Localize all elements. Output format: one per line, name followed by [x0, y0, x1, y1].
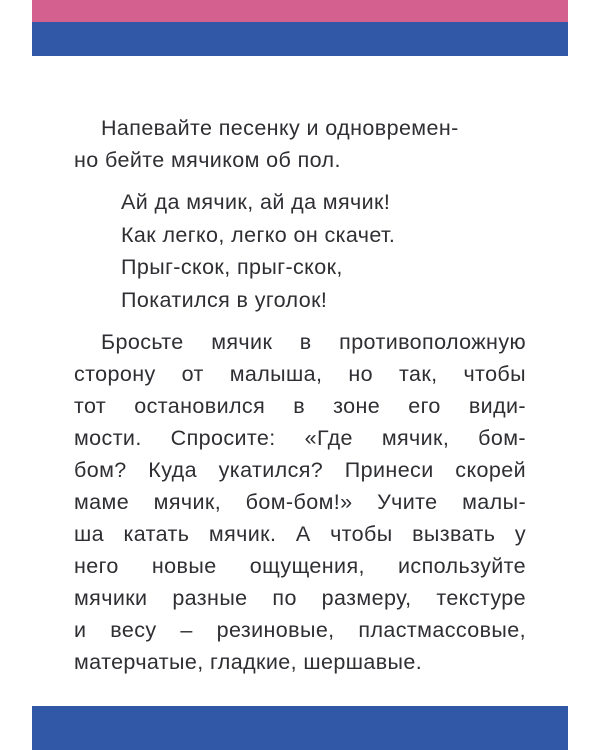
body-line: бом? Куда укатился? Принеси скорей: [74, 458, 526, 482]
poem: [74, 186, 526, 316]
body-line: маме мячик, бом-бом!» Учите малы-: [74, 490, 526, 514]
body-line: тот остановился в зоне его види-: [74, 394, 526, 418]
body-line: Бросьте мячик в противоположную: [101, 330, 526, 354]
body-line: мости. Спросите: «Где мячик, бом-: [74, 426, 526, 450]
body-line: него новые ощущения, используйте: [74, 554, 526, 578]
bottom-blue-band: [32, 706, 568, 750]
body-line: ша катать мячик. А чтобы вызвать у: [74, 522, 526, 546]
body-paragraph: [74, 326, 526, 678]
poem-line: Покатился в уголок!: [121, 287, 328, 312]
body-line: и весу – резиновые, пластмассовые,: [74, 618, 526, 642]
intro-line: Напевайте песенку и одновремен-: [101, 116, 459, 140]
body-line: матерчатые, гладкие, шершавые.: [74, 650, 423, 674]
intro-paragraph: [74, 112, 526, 176]
top-blue-band: [32, 22, 568, 56]
page-text: [74, 112, 526, 678]
poem-line: Ай да мячик, ай да мячик!: [121, 190, 391, 214]
poem-line: Как легко, легко он скачет.: [121, 222, 396, 247]
top-pink-band: [32, 0, 568, 22]
body-line: мячики разные по размеру, текстуре: [74, 586, 526, 610]
intro-line: но бейте мячиком об пол.: [74, 148, 341, 172]
poem-line: Прыг-скок, прыг-скок,: [121, 255, 343, 279]
body-line: сторону от малыша, но так, чтобы: [74, 362, 526, 386]
